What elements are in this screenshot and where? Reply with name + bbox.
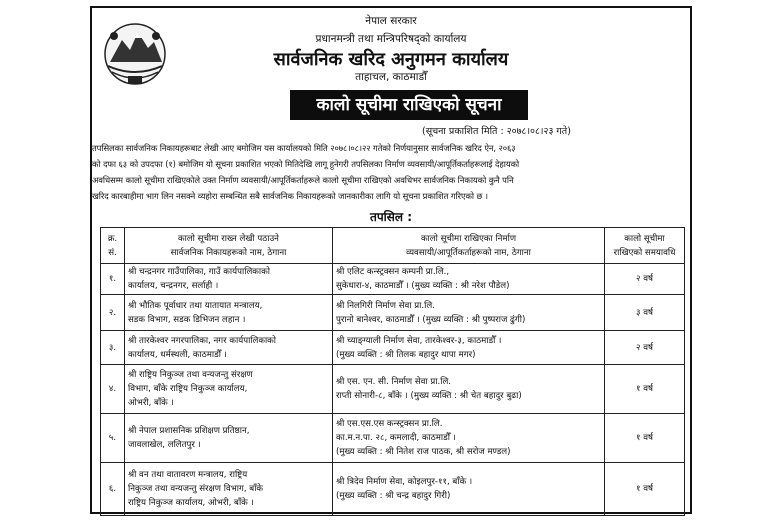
blacklist-table	[100, 227, 685, 516]
notice-frame	[90, 6, 692, 514]
table-row	[101, 463, 685, 516]
intro-paragraph	[92, 140, 690, 204]
serial-cell: २.	[101, 295, 125, 331]
duration-cell: ३ वर्ष	[605, 295, 685, 331]
vendor-cell: श्री त्रिदेव निर्माण सेवा, कोइलपुर-११, बाँके । (मुख्य व्यक्ति : श्री चन्द्र बहादुर गिरी)	[333, 463, 605, 516]
serial-cell: ३.	[101, 331, 125, 365]
col-duration-header: कालो सूचीमा राखिएको समयावधि	[605, 228, 685, 264]
vendor-cell: श्री च्याङ्ग्याली निर्माण सेवा, तारकेश्वर-३, काठमाडौँ । (मुख्य व्यक्ति : श्री तिलक बहादुर थापा मगर)	[333, 331, 605, 365]
col-agency-header: कालो सूचीमा राख्न लेखी पठाउने सार्वजनिक निकायहरूको नाम, ठेगाना	[125, 228, 333, 264]
duration-cell: १ वर्ष	[605, 463, 685, 516]
notice-title-banner: कालो सूचीमा राखिएको सूचना	[290, 90, 528, 120]
office-address: ताहाचल, काठमाडौँ	[355, 71, 427, 83]
col-serial-header: क्र. सं.	[101, 228, 125, 264]
table-header-row	[101, 228, 685, 264]
serial-cell: ५.	[101, 414, 125, 463]
vendor-cell: श्री एलिट कन्स्ट्रक्सन कम्पनी प्रा.लि., सुकेधारा-४, काठमाडौँ । (मुख्य व्यक्ति : श्री नरेश पौडेल)	[333, 264, 605, 295]
government-name: नेपाल सरकार	[365, 15, 417, 27]
agency-cell: श्री तारकेश्वर नगरपालिका, नगर कार्यपालिकाको कार्यालय, धर्मस्थली, काठमाडौँ ।	[125, 331, 333, 365]
serial-cell: ४.	[101, 365, 125, 414]
ministry-name: प्रधानमन्त्री तथा मन्त्रिपरिषद्को कार्यालय	[315, 33, 467, 45]
table-row	[101, 295, 685, 331]
details-heading: तपसिल :	[370, 210, 412, 224]
serial-cell: १.	[101, 264, 125, 295]
vendor-cell: श्री निलगिरी निर्माण सेवा प्रा.लि. पुरानो बानेश्वर, काठमाडौँ । (मुख्य व्यक्ति : श्री पुष्पराज ढुंगी)	[333, 295, 605, 331]
col-vendor-header: कालो सूचीमा राखिएका निर्माण व्यवसायी/आपूर्तिकर्ताहरूको नाम, ठेगाना	[333, 228, 605, 264]
vendor-cell: श्री एस. एन. सी. निर्माण सेवा प्रा.लि. राप्ती सोनारी-८, बाँके । (मुख्य व्यक्ति : श्री चेत बहादुर बुढा)	[333, 365, 605, 414]
duration-cell: १ वर्ष	[605, 414, 685, 463]
published-date: (सूचना प्रकाशित मिति : २०७८।०८।२३ गते)	[422, 126, 571, 137]
agency-cell: श्री राष्ट्रिय निकुञ्ज तथा वन्यजन्तु संरक्षण विभाग, बाँके राष्ट्रिय निकुञ्ज कार्यालय, ओभरी, बाँके ।	[125, 365, 333, 414]
agency-cell: श्री चन्द्रनगर गाउँपालिका, गाउँ कार्यपालिकाको कार्यालय, चन्द्रनगर, सर्लाही ।	[125, 264, 333, 295]
duration-cell: १ वर्ष	[605, 365, 685, 414]
table-row	[101, 365, 685, 414]
office-name: सार्वजनिक खरिद अनुगमन कार्यालय	[273, 49, 509, 70]
table-row	[101, 331, 685, 365]
agency-cell: श्री भौतिक पूर्वाधार तथा यातायात मन्त्रालय, सडक विभाग, सडक डिभिजन लहान ।	[125, 295, 333, 331]
intro-line: अवधिसम्म कालो सूचीमा राखिएकोले उक्त निर्माण व्यवसायी/आपूर्तिकर्ताहरूले कालो सूचीमा राखिएको अवधिभर सार्वजनिक निकायको कुनै पनि	[92, 175, 514, 185]
intro-line: तपसिलका सार्वजनिक निकायहरूबाट लेखी आए बमोजिम यस कार्यालयको मिति २०७८।०८।२२ गतेको निर्णयानुसार सार्वजनिक खरिद ऐन, २०६३	[92, 143, 516, 153]
intro-line: को दफा ६३ को उपदफा (१) बमोजिम यो सूचना प्रकाशित भएको मितिदेखि लागू हुनेगरी तपसिलका निर्माण व्यवसायी/आपूर्तिकर्ताहरूलाई देहायको	[92, 159, 520, 169]
agency-cell: श्री वन तथा वातावरण मन्त्रालय, राष्ट्रिय निकुञ्ज तथा वन्यजन्तु संरक्षण विभाग, बाँके राष्ट्रिय निकुञ्ज कार्यालय, ओभरी, बाँके ।	[125, 463, 333, 516]
duration-cell: २ वर्ष	[605, 264, 685, 295]
agency-cell: श्री नेपाल प्रशासनिक प्रशिक्षण प्रतिष्ठान, जावलाखेल, ललितपुर ।	[125, 414, 333, 463]
table-row	[101, 414, 685, 463]
table-row	[101, 264, 685, 295]
serial-cell: ६.	[101, 463, 125, 516]
duration-cell: २ वर्ष	[605, 331, 685, 365]
intro-line: खरिद कारबाहीमा भाग लिन नसक्ने व्यहोरा सम्बन्धित सबै सार्वजनिक निकायहरूको जानकारीका लागि यो सूचना प्रकाशित गरिएको छ ।	[92, 191, 488, 201]
vendor-cell: श्री एस.एस.एस कन्स्ट्रक्सन प्रा.लि. का.म.न.पा. २८, कमलादी, काठमाडौँ । (मुख्य व्यक्ति : श्री नितेश राज पाठक, श्री सरोज मण्डल)	[333, 414, 605, 463]
